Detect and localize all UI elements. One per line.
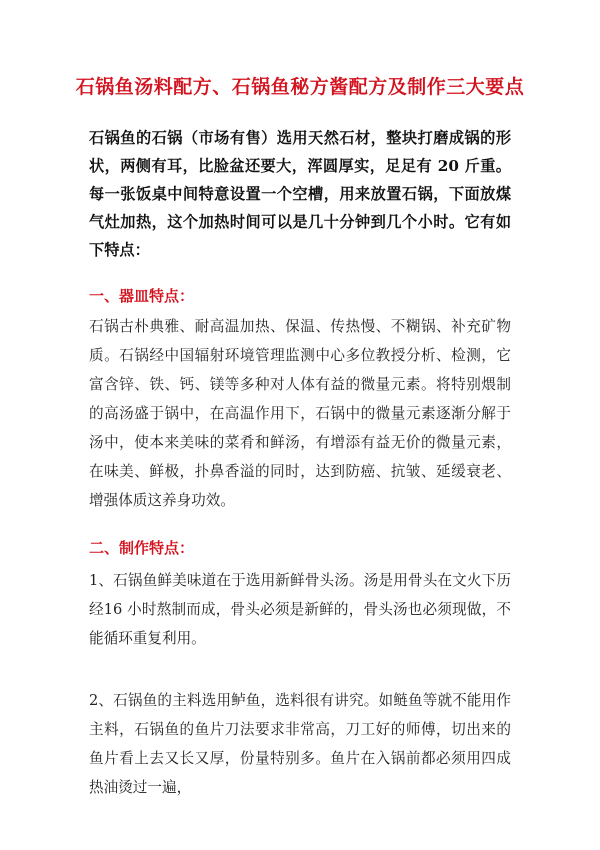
document-title: 石锅鱼汤料配方、石锅鱼秘方酱配方及制作三大要点 [75, 76, 525, 98]
making-item-1: 1、石锅鱼鲜美味道在于选用新鲜骨头汤。汤是用骨头在文火下历经16 小时熬制而成，骨头必须是新鲜的，骨头汤也必须现做，不能循环重复利用。 [89, 572, 511, 647]
section-heading-vessel: 一、器皿特点： [89, 287, 195, 305]
section-heading-making: 二、制作特点： [89, 539, 195, 557]
making-item-2: 2、石锅鱼的主料选用鲈鱼，选料很有讲究。如鲢鱼等就不能用作主料，石锅鱼的鱼片刀法要求非常高，刀工好的师傅，切出来的鱼片看上去又长又厚，份量特别多。鱼片在入锅前都必须用四成热油烫过一遍， [89, 692, 511, 796]
section-text-vessel: 石锅古朴典雅、耐高温加热、保温、传热慢、不糊锅、补充矿物质。石锅经中国辐射环境管理监测中心多位教授分析、检测，它富含锌、铁、钙、镁等多种对人体有益的微量元素。将特别煨制的高汤盛于锅中，在高温作用下，石锅中的微量元素逐渐分解于汤中，使本来美味的菜肴和鲜汤，有增添有益无价的微量元素，在味美、鲜极，扑鼻香溢的同时，达到防癌、抗皱、延缓衰老、增强体质这养身功效。 [89, 318, 511, 509]
intro-paragraph: 石锅鱼的石锅（市场有售）选用天然石材，整块打磨成锅的形状，两侧有耳，比脸盆还要大，浑圆厚实，足足有 20 斤重。每一张饭桌中间特意设置一个空槽，用来放置石锅，下面放煤气灶加热，这个加热时间可以是几十分钟到几个小时。它有如下特点： [89, 129, 511, 259]
